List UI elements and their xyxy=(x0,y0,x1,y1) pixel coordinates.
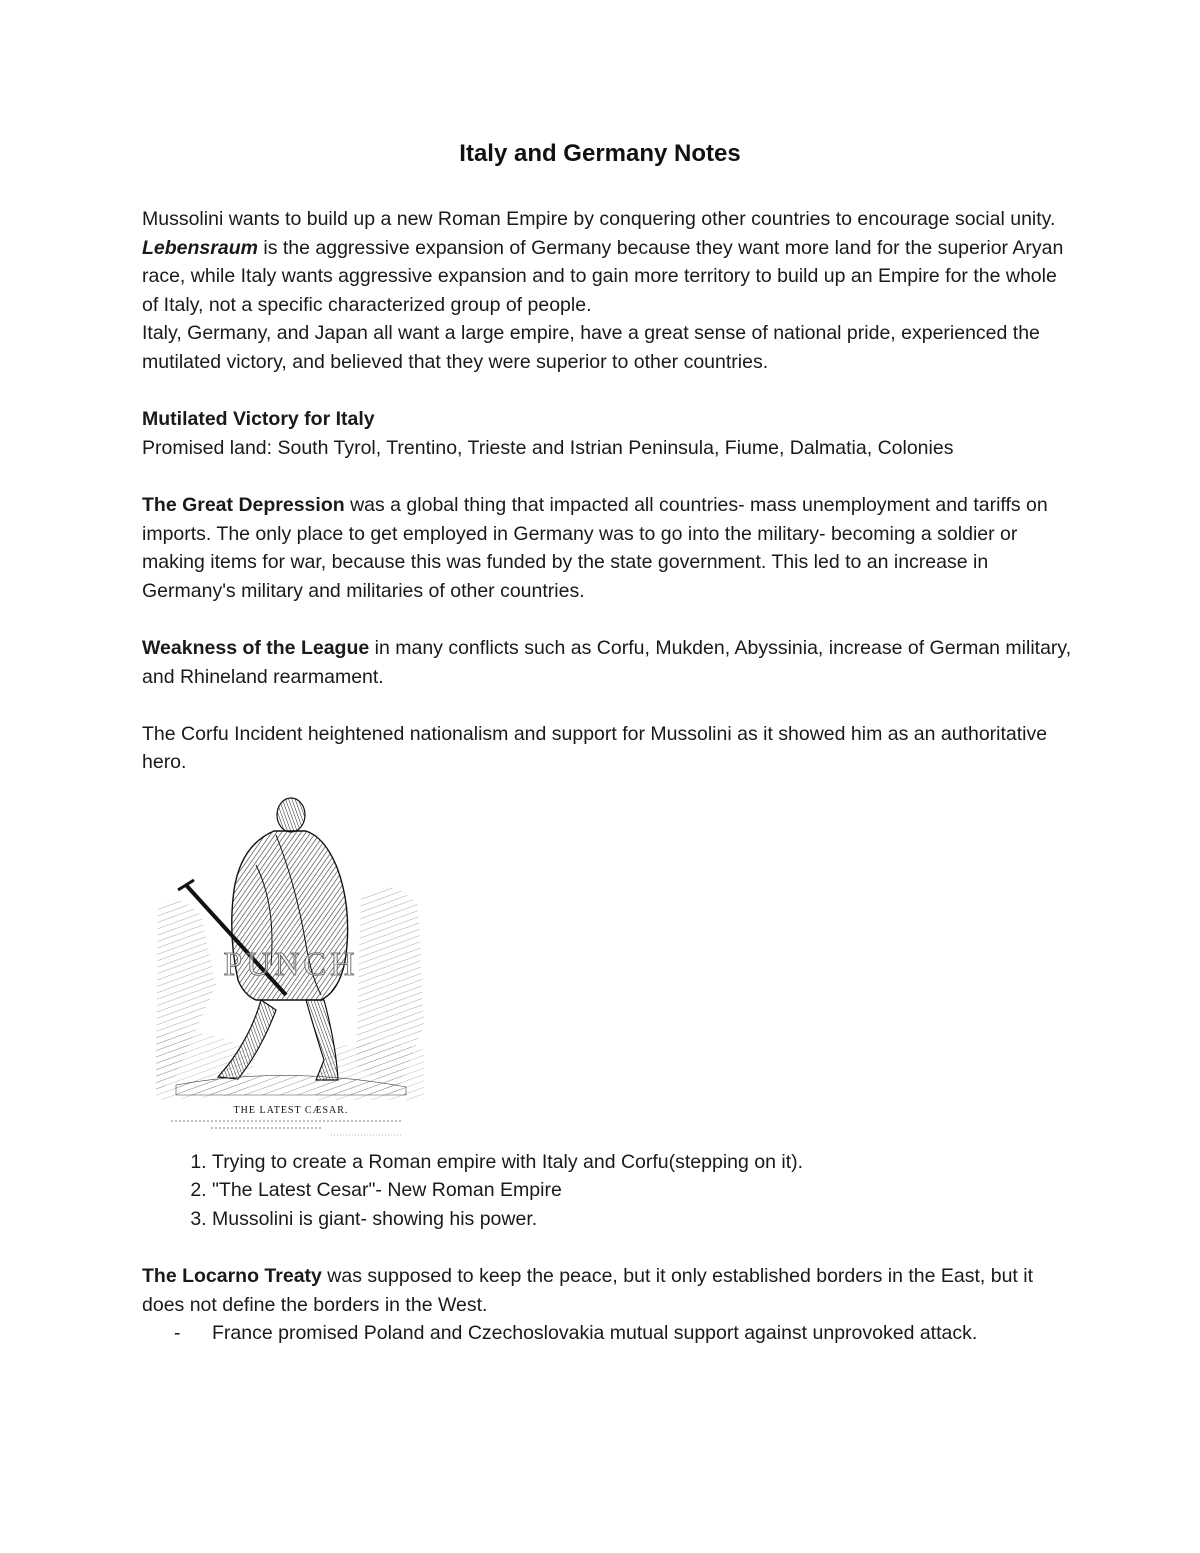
paragraph-roman-empire: Mussolini wants to build up a new Roman Empire by conquering other countries to encourage social unity. xyxy=(142,208,1056,230)
punch-watermark: PUNCH xyxy=(223,945,359,983)
list-item: 2. "The Latest Cesar"- New Roman Empire xyxy=(212,1176,1072,1205)
page-title: Italy and Germany Notes xyxy=(459,140,741,167)
list-item: 3. Mussolini is giant- showing his power. xyxy=(212,1205,1072,1234)
paragraph-large-empire: Italy, Germany, and Japan all want a large empire, have a great sense of national pride, experienced the mutilated victory, and believed that they were superior to other countries. xyxy=(142,322,1040,373)
dash-bullet: - xyxy=(174,1322,181,1345)
great-depression-term: The Great Depression xyxy=(142,493,345,516)
paragraph-league-weakness xyxy=(142,634,1072,691)
league-weakness-text: in many conflicts such as Corfu, Mukden, Abyssinia, increase of German military, and Rhineland rearmament. xyxy=(142,636,1072,688)
cartoon-caption: THE LATEST CÆSAR. xyxy=(233,1104,349,1116)
great-depression-text: was a global thing that impacted all countries- mass unemployment and tariffs on imports. The only place to get employed in Germany was to go into the military- becoming a soldier or making items for war, because this was funded by the state government. This led to an increase in Germany's military and militaries of other countries. xyxy=(142,493,1048,602)
locarno-treaty-term: The Locarno Treaty xyxy=(142,1265,322,1288)
paragraph-corfu-incident: The Corfu Incident heightened nationalism and support for Mussolini as it showed him as an authoritative hero. xyxy=(142,722,1048,774)
paragraph-great-depression xyxy=(142,491,1072,605)
paragraph-locarno-treaty xyxy=(142,1262,1072,1319)
list-item: 1. Trying to create a Roman empire with Italy and Corfu(stepping on it). xyxy=(212,1148,1072,1177)
paragraph-lebensraum xyxy=(142,234,1072,320)
locarno-bullet-list xyxy=(142,1319,1072,1348)
mutilated-victory-heading: Mutilated Victory for Italy xyxy=(142,408,375,431)
list-item xyxy=(142,1319,1072,1348)
document-body xyxy=(142,205,1072,1348)
latest-caesar-cartoon xyxy=(156,795,426,1140)
lebensraum-term: Lebensraum xyxy=(142,236,258,259)
league-weakness-term: Weakness of the League xyxy=(142,636,370,659)
cartoon-image xyxy=(156,795,426,1140)
lebensraum-text: is the aggressive expansion of Germany because they want more land for the superior Aryan race, while Italy wants aggressive expansion and to gain more territory to build up an Empire for the whole of Italy, not a specific characterized group of people. xyxy=(142,236,1064,316)
cartoon-analysis-list xyxy=(142,1148,1072,1234)
locarno-bullet-text: France promised Poland and Czechoslovakia mutual support against unprovoked attack. xyxy=(212,1322,978,1345)
locarno-treaty-text: was supposed to keep the peace, but it only established borders in the East, but it does not define the borders in the West. xyxy=(142,1265,1034,1316)
mutilated-victory-text: Promised land: South Tyrol, Trentino, Trieste and Istrian Peninsula, Fiume, Dalmatia, Colonies xyxy=(142,436,954,459)
